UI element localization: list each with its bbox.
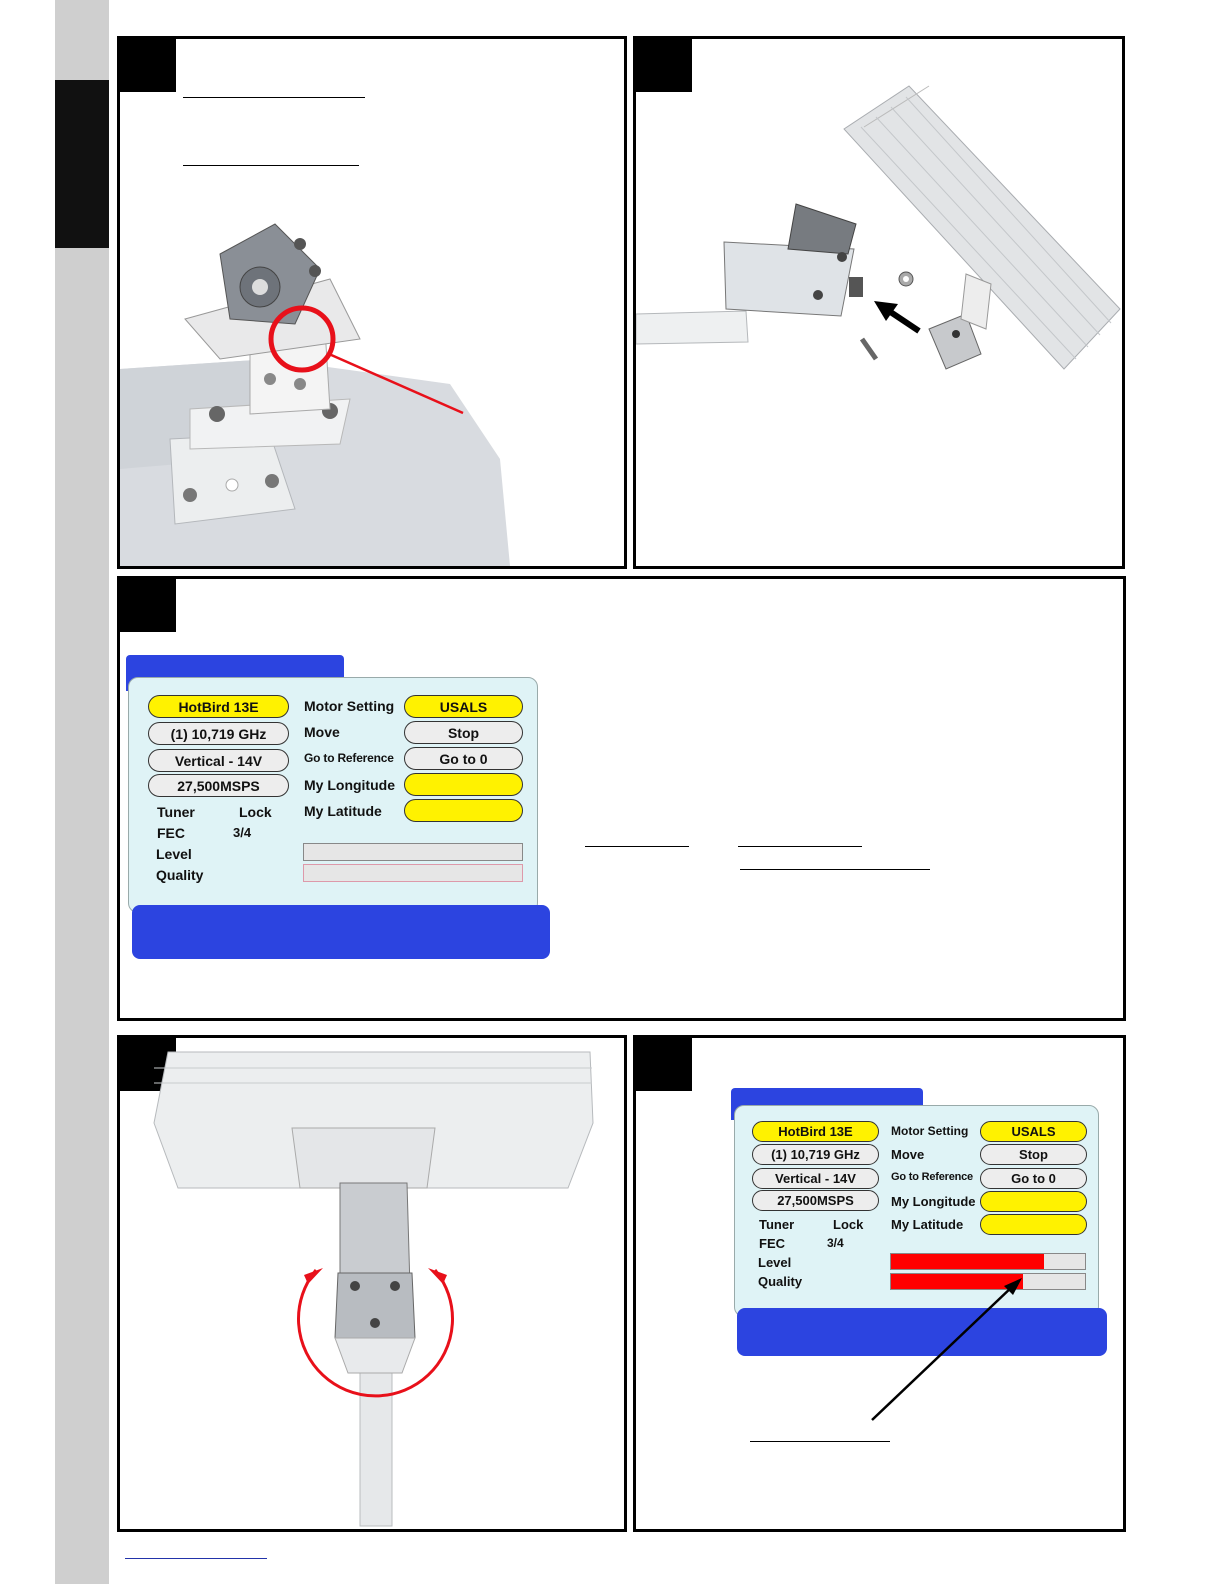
symbol-rate-field[interactable]: 27,500MSPS — [752, 1190, 879, 1211]
my-latitude-label: My Latitude — [304, 803, 382, 819]
screen-footer-bar — [132, 905, 550, 959]
panel-step-3 — [117, 576, 1126, 1021]
level-label: Level — [156, 846, 192, 862]
tuner-value: Lock — [833, 1217, 864, 1232]
instruction-underline — [740, 869, 930, 870]
bracket-photo — [120, 39, 624, 566]
satellite-field[interactable]: HotBird 13E — [752, 1121, 879, 1142]
motor-setting-field[interactable]: USALS — [980, 1121, 1087, 1142]
satellite-field[interactable]: HotBird 13E — [148, 695, 289, 718]
polarity-field[interactable]: Vertical - 14V — [148, 749, 289, 772]
panel-step-2 — [633, 36, 1125, 569]
quality-label: Quality — [156, 867, 204, 883]
instruction-underline — [585, 846, 689, 847]
level-bar — [303, 843, 523, 861]
panel-step-4 — [117, 1035, 627, 1532]
receiver-screen — [126, 653, 554, 961]
fec-label: FEC — [759, 1236, 785, 1251]
frequency-field[interactable]: (1) 10,719 GHz — [148, 722, 289, 745]
tuner-label: Tuner — [759, 1217, 795, 1232]
my-longitude-field[interactable] — [404, 773, 523, 796]
mounting-photo — [636, 39, 1122, 566]
quality-bar — [303, 864, 523, 882]
go-to-reference-field[interactable]: Go to 0 — [404, 747, 523, 770]
tuner-value: Lock — [239, 804, 272, 820]
chapter-tab — [55, 80, 109, 248]
move-field[interactable]: Stop — [980, 1144, 1087, 1165]
fec-label: FEC — [157, 825, 185, 841]
tuner-label: Tuner — [157, 804, 195, 820]
fec-value: 3/4 — [827, 1236, 844, 1250]
move-label: Move — [891, 1147, 925, 1162]
level-label: Level — [758, 1255, 792, 1270]
my-latitude-field[interactable] — [404, 799, 523, 822]
rotation-photo — [120, 1038, 624, 1529]
motor-setting-field[interactable]: USALS — [404, 695, 523, 718]
my-longitude-label: My Longitude — [304, 777, 395, 793]
motor-setting-label: Motor Setting — [891, 1124, 969, 1138]
signal-pointer-arrow — [636, 1038, 1123, 1529]
panel-step-1 — [117, 36, 627, 569]
quality-label: Quality — [758, 1274, 803, 1289]
motor-setting-label: Motor Setting — [304, 698, 395, 714]
my-longitude-label: My Longitude — [891, 1194, 976, 1209]
fec-value: 3/4 — [233, 825, 252, 840]
frequency-field[interactable]: (1) 10,719 GHz — [752, 1144, 879, 1165]
move-field[interactable]: Stop — [404, 721, 523, 744]
symbol-rate-field[interactable]: 27,500MSPS — [148, 774, 289, 797]
instruction-underline — [738, 846, 862, 847]
go-to-reference-label: Go to Reference — [304, 751, 394, 765]
go-to-reference-field[interactable]: Go to 0 — [980, 1168, 1087, 1189]
go-to-reference-label: Go to Reference — [891, 1171, 973, 1183]
footer-underline — [125, 1558, 267, 1559]
my-latitude-label: My Latitude — [891, 1217, 964, 1232]
move-label: Move — [304, 724, 340, 740]
panel-step-5 — [633, 1035, 1126, 1532]
instruction-underline — [750, 1441, 890, 1442]
polarity-field[interactable]: Vertical - 14V — [752, 1168, 879, 1189]
step-number-box — [120, 579, 176, 632]
